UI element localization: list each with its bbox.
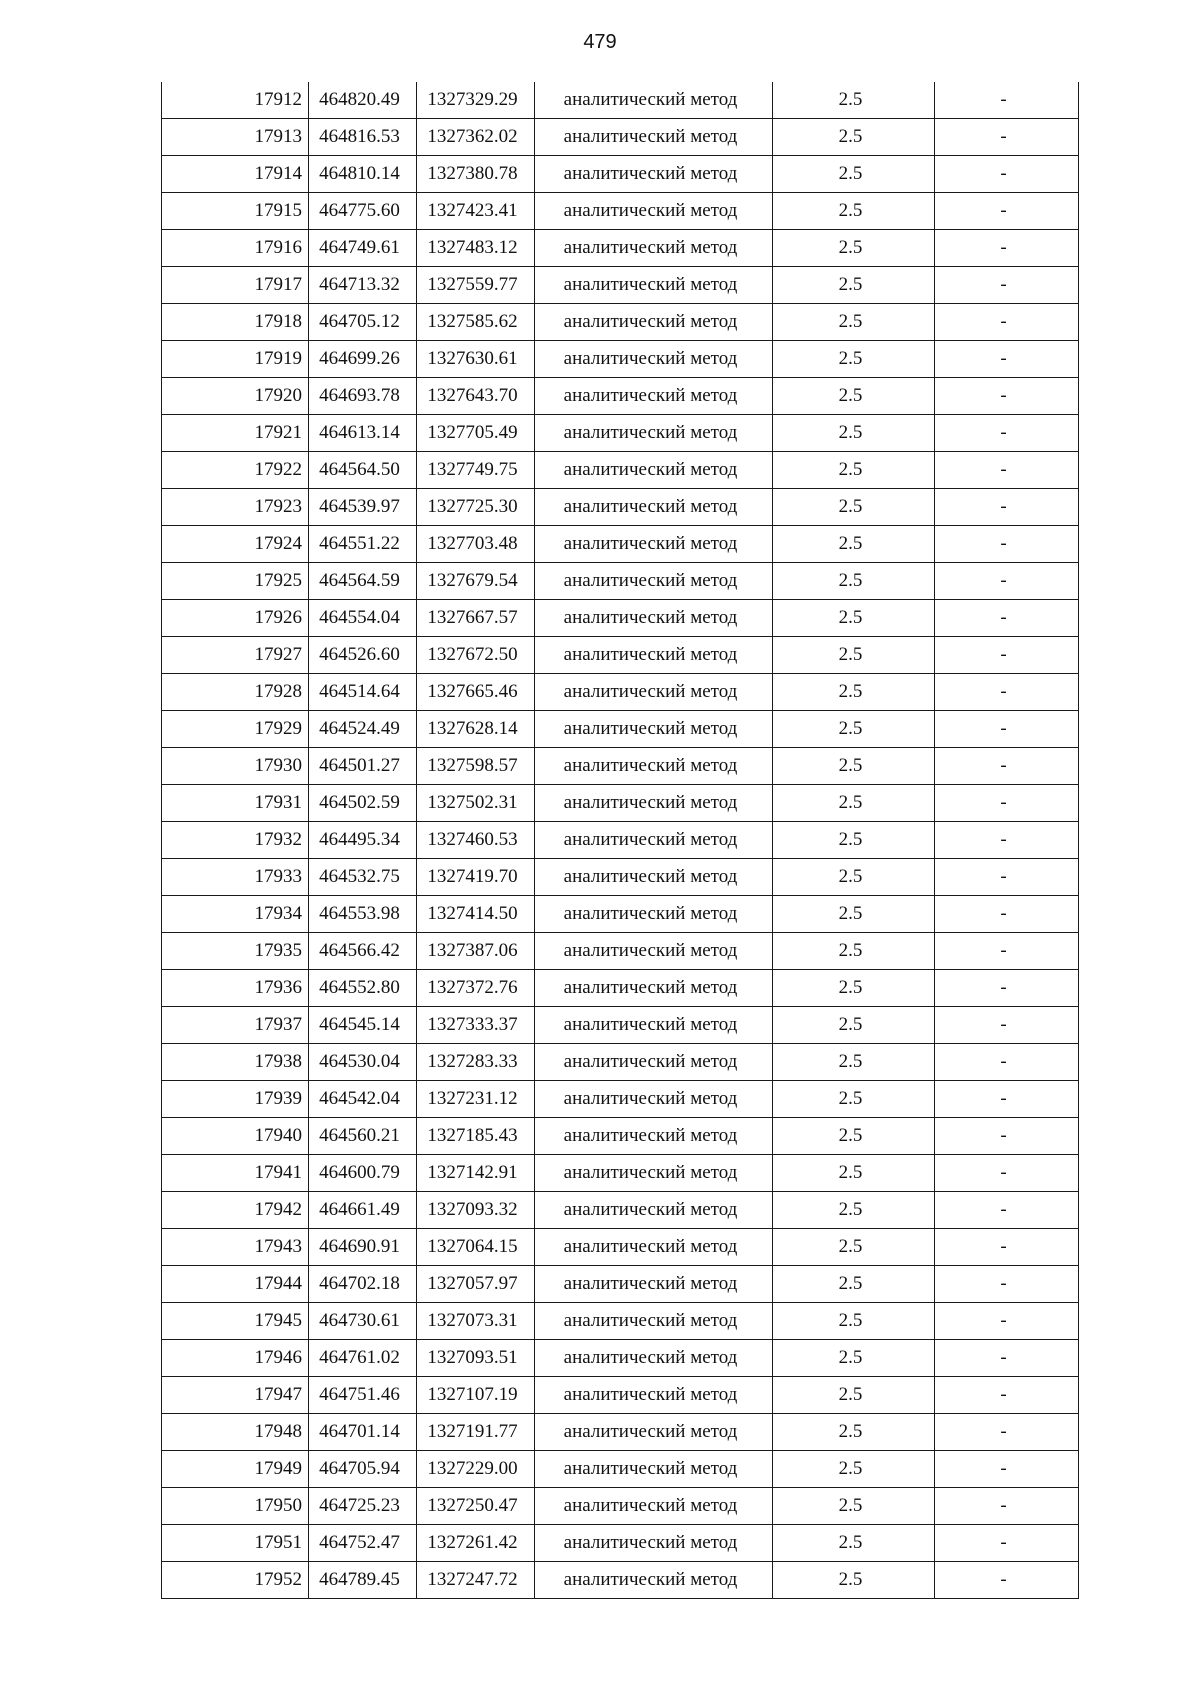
method-cell: аналитический метод: [535, 156, 773, 193]
y-coordinate-cell: 1327387.06: [417, 933, 535, 970]
method-cell: аналитический метод: [535, 415, 773, 452]
method-cell: аналитический метод: [535, 526, 773, 563]
x-coordinate-cell: 464526.60: [309, 637, 417, 674]
x-coordinate-cell: 464539.97: [309, 489, 417, 526]
method-cell: аналитический метод: [535, 82, 773, 119]
y-coordinate-cell: 1327250.47: [417, 1488, 535, 1525]
y-coordinate-cell: 1327423.41: [417, 193, 535, 230]
x-coordinate-cell: 464699.26: [309, 341, 417, 378]
accuracy-cell: 2.5: [773, 1303, 935, 1340]
method-cell: аналитический метод: [535, 1192, 773, 1229]
description-cell: -: [935, 526, 1079, 563]
table-row: [162, 415, 1079, 452]
method-cell: аналитический метод: [535, 119, 773, 156]
x-coordinate-cell: 464501.27: [309, 748, 417, 785]
method-cell: аналитический метод: [535, 230, 773, 267]
x-coordinate-cell: 464545.14: [309, 1007, 417, 1044]
point-number-cell: 17948: [162, 1414, 309, 1451]
accuracy-cell: 2.5: [773, 1414, 935, 1451]
method-cell: аналитический метод: [535, 341, 773, 378]
y-coordinate-cell: 1327380.78: [417, 156, 535, 193]
accuracy-cell: 2.5: [773, 637, 935, 674]
table-row: [162, 1007, 1079, 1044]
x-coordinate-cell: 464810.14: [309, 156, 417, 193]
y-coordinate-cell: 1327093.51: [417, 1340, 535, 1377]
y-coordinate-cell: 1327231.12: [417, 1081, 535, 1118]
x-coordinate-cell: 464752.47: [309, 1525, 417, 1562]
description-cell: -: [935, 119, 1079, 156]
description-cell: -: [935, 267, 1079, 304]
description-cell: -: [935, 489, 1079, 526]
x-coordinate-cell: 464551.22: [309, 526, 417, 563]
accuracy-cell: 2.5: [773, 563, 935, 600]
x-coordinate-cell: 464530.04: [309, 1044, 417, 1081]
y-coordinate-cell: 1327419.70: [417, 859, 535, 896]
x-coordinate-cell: 464693.78: [309, 378, 417, 415]
y-coordinate-cell: 1327665.46: [417, 674, 535, 711]
table-row: [162, 82, 1079, 119]
y-coordinate-cell: 1327057.97: [417, 1266, 535, 1303]
method-cell: аналитический метод: [535, 489, 773, 526]
x-coordinate-cell: 464705.12: [309, 304, 417, 341]
y-coordinate-cell: 1327362.02: [417, 119, 535, 156]
description-cell: -: [935, 1525, 1079, 1562]
y-coordinate-cell: 1327483.12: [417, 230, 535, 267]
description-cell: -: [935, 711, 1079, 748]
point-number-cell: 17917: [162, 267, 309, 304]
accuracy-cell: 2.5: [773, 1525, 935, 1562]
point-number-cell: 17923: [162, 489, 309, 526]
x-coordinate-cell: 464713.32: [309, 267, 417, 304]
accuracy-cell: 2.5: [773, 711, 935, 748]
point-number-cell: 17947: [162, 1377, 309, 1414]
y-coordinate-cell: 1327725.30: [417, 489, 535, 526]
accuracy-cell: 2.5: [773, 674, 935, 711]
x-coordinate-cell: 464661.49: [309, 1192, 417, 1229]
point-number-cell: 17922: [162, 452, 309, 489]
description-cell: -: [935, 1229, 1079, 1266]
table-row: [162, 1044, 1079, 1081]
description-cell: -: [935, 1488, 1079, 1525]
method-cell: аналитический метод: [535, 859, 773, 896]
accuracy-cell: 2.5: [773, 193, 935, 230]
y-coordinate-cell: 1327502.31: [417, 785, 535, 822]
method-cell: аналитический метод: [535, 1340, 773, 1377]
table-row: [162, 489, 1079, 526]
x-coordinate-cell: 464514.64: [309, 674, 417, 711]
y-coordinate-cell: 1327093.32: [417, 1192, 535, 1229]
description-cell: -: [935, 1007, 1079, 1044]
table-row: [162, 896, 1079, 933]
y-coordinate-cell: 1327329.29: [417, 82, 535, 119]
description-cell: -: [935, 1266, 1079, 1303]
table-row: [162, 1266, 1079, 1303]
x-coordinate-cell: 464554.04: [309, 600, 417, 637]
description-cell: -: [935, 1081, 1079, 1118]
y-coordinate-cell: 1327247.72: [417, 1562, 535, 1599]
table-row: [162, 822, 1079, 859]
accuracy-cell: 2.5: [773, 1118, 935, 1155]
accuracy-cell: 2.5: [773, 156, 935, 193]
method-cell: аналитический метод: [535, 1451, 773, 1488]
accuracy-cell: 2.5: [773, 748, 935, 785]
method-cell: аналитический метод: [535, 1414, 773, 1451]
x-coordinate-cell: 464613.14: [309, 415, 417, 452]
point-number-cell: 17914: [162, 156, 309, 193]
method-cell: аналитический метод: [535, 1266, 773, 1303]
description-cell: -: [935, 378, 1079, 415]
table-row: [162, 526, 1079, 563]
table-row: [162, 267, 1079, 304]
x-coordinate-cell: 464502.59: [309, 785, 417, 822]
method-cell: аналитический метод: [535, 637, 773, 674]
method-cell: аналитический метод: [535, 378, 773, 415]
description-cell: -: [935, 600, 1079, 637]
table-row: [162, 193, 1079, 230]
description-cell: -: [935, 1044, 1079, 1081]
point-number-cell: 17941: [162, 1155, 309, 1192]
point-number-cell: 17920: [162, 378, 309, 415]
description-cell: -: [935, 785, 1079, 822]
description-cell: -: [935, 674, 1079, 711]
method-cell: аналитический метод: [535, 267, 773, 304]
method-cell: аналитический метод: [535, 1007, 773, 1044]
accuracy-cell: 2.5: [773, 230, 935, 267]
y-coordinate-cell: 1327460.53: [417, 822, 535, 859]
description-cell: -: [935, 1414, 1079, 1451]
point-number-cell: 17943: [162, 1229, 309, 1266]
y-coordinate-cell: 1327185.43: [417, 1118, 535, 1155]
table-row: [162, 859, 1079, 896]
accuracy-cell: 2.5: [773, 1340, 935, 1377]
x-coordinate-cell: 464775.60: [309, 193, 417, 230]
x-coordinate-cell: 464564.59: [309, 563, 417, 600]
x-coordinate-cell: 464566.42: [309, 933, 417, 970]
y-coordinate-cell: 1327261.42: [417, 1525, 535, 1562]
point-number-cell: 17937: [162, 1007, 309, 1044]
point-number-cell: 17950: [162, 1488, 309, 1525]
point-number-cell: 17933: [162, 859, 309, 896]
accuracy-cell: 2.5: [773, 1488, 935, 1525]
accuracy-cell: 2.5: [773, 82, 935, 119]
method-cell: аналитический метод: [535, 193, 773, 230]
table-row: [162, 600, 1079, 637]
description-cell: -: [935, 1303, 1079, 1340]
point-number-cell: 17940: [162, 1118, 309, 1155]
point-number-cell: 17916: [162, 230, 309, 267]
point-number-cell: 17945: [162, 1303, 309, 1340]
point-number-cell: 17930: [162, 748, 309, 785]
method-cell: аналитический метод: [535, 1303, 773, 1340]
table-row: [162, 674, 1079, 711]
y-coordinate-cell: 1327705.49: [417, 415, 535, 452]
point-number-cell: 17912: [162, 82, 309, 119]
accuracy-cell: 2.5: [773, 1451, 935, 1488]
y-coordinate-cell: 1327679.54: [417, 563, 535, 600]
point-number-cell: 17935: [162, 933, 309, 970]
y-coordinate-cell: 1327283.33: [417, 1044, 535, 1081]
accuracy-cell: 2.5: [773, 1229, 935, 1266]
method-cell: аналитический метод: [535, 1229, 773, 1266]
table-row: [162, 452, 1079, 489]
description-cell: -: [935, 1562, 1079, 1599]
x-coordinate-cell: 464730.61: [309, 1303, 417, 1340]
method-cell: аналитический метод: [535, 1081, 773, 1118]
x-coordinate-cell: 464725.23: [309, 1488, 417, 1525]
x-coordinate-cell: 464820.49: [309, 82, 417, 119]
point-number-cell: 17913: [162, 119, 309, 156]
method-cell: аналитический метод: [535, 970, 773, 1007]
description-cell: -: [935, 1118, 1079, 1155]
point-number-cell: 17951: [162, 1525, 309, 1562]
method-cell: аналитический метод: [535, 674, 773, 711]
method-cell: аналитический метод: [535, 563, 773, 600]
accuracy-cell: 2.5: [773, 600, 935, 637]
table-row: [162, 711, 1079, 748]
point-number-cell: 17929: [162, 711, 309, 748]
y-coordinate-cell: 1327064.15: [417, 1229, 535, 1266]
y-coordinate-cell: 1327667.57: [417, 600, 535, 637]
description-cell: -: [935, 933, 1079, 970]
accuracy-cell: 2.5: [773, 822, 935, 859]
table-row: [162, 1451, 1079, 1488]
coordinates-table: [161, 82, 1079, 1599]
table-row: [162, 230, 1079, 267]
y-coordinate-cell: 1327073.31: [417, 1303, 535, 1340]
y-coordinate-cell: 1327142.91: [417, 1155, 535, 1192]
method-cell: аналитический метод: [535, 822, 773, 859]
y-coordinate-cell: 1327333.37: [417, 1007, 535, 1044]
point-number-cell: 17924: [162, 526, 309, 563]
method-cell: аналитический метод: [535, 1155, 773, 1192]
x-coordinate-cell: 464789.45: [309, 1562, 417, 1599]
point-number-cell: 17939: [162, 1081, 309, 1118]
point-number-cell: 17925: [162, 563, 309, 600]
point-number-cell: 17928: [162, 674, 309, 711]
accuracy-cell: 2.5: [773, 489, 935, 526]
method-cell: аналитический метод: [535, 933, 773, 970]
method-cell: аналитический метод: [535, 1562, 773, 1599]
table-row: [162, 1525, 1079, 1562]
accuracy-cell: 2.5: [773, 1266, 935, 1303]
description-cell: -: [935, 230, 1079, 267]
method-cell: аналитический метод: [535, 1525, 773, 1562]
table-row: [162, 1229, 1079, 1266]
description-cell: -: [935, 1155, 1079, 1192]
y-coordinate-cell: 1327229.00: [417, 1451, 535, 1488]
y-coordinate-cell: 1327703.48: [417, 526, 535, 563]
y-coordinate-cell: 1327643.70: [417, 378, 535, 415]
x-coordinate-cell: 464552.80: [309, 970, 417, 1007]
x-coordinate-cell: 464524.49: [309, 711, 417, 748]
table-row: [162, 933, 1079, 970]
method-cell: аналитический метод: [535, 1044, 773, 1081]
x-coordinate-cell: 464564.50: [309, 452, 417, 489]
x-coordinate-cell: 464690.91: [309, 1229, 417, 1266]
point-number-cell: 17944: [162, 1266, 309, 1303]
table-row: [162, 1303, 1079, 1340]
table-row: [162, 748, 1079, 785]
table-row: [162, 1081, 1079, 1118]
point-number-cell: 17931: [162, 785, 309, 822]
method-cell: аналитический метод: [535, 1488, 773, 1525]
y-coordinate-cell: 1327630.61: [417, 341, 535, 378]
description-cell: -: [935, 896, 1079, 933]
point-number-cell: 17921: [162, 415, 309, 452]
description-cell: -: [935, 1451, 1079, 1488]
table-row: [162, 341, 1079, 378]
x-coordinate-cell: 464600.79: [309, 1155, 417, 1192]
x-coordinate-cell: 464701.14: [309, 1414, 417, 1451]
accuracy-cell: 2.5: [773, 341, 935, 378]
description-cell: -: [935, 341, 1079, 378]
x-coordinate-cell: 464495.34: [309, 822, 417, 859]
accuracy-cell: 2.5: [773, 1155, 935, 1192]
y-coordinate-cell: 1327414.50: [417, 896, 535, 933]
accuracy-cell: 2.5: [773, 119, 935, 156]
y-coordinate-cell: 1327598.57: [417, 748, 535, 785]
accuracy-cell: 2.5: [773, 859, 935, 896]
x-coordinate-cell: 464749.61: [309, 230, 417, 267]
accuracy-cell: 2.5: [773, 526, 935, 563]
y-coordinate-cell: 1327585.62: [417, 304, 535, 341]
accuracy-cell: 2.5: [773, 267, 935, 304]
x-coordinate-cell: 464560.21: [309, 1118, 417, 1155]
accuracy-cell: 2.5: [773, 1081, 935, 1118]
table-row: [162, 1562, 1079, 1599]
table-row: [162, 637, 1079, 674]
method-cell: аналитический метод: [535, 600, 773, 637]
point-number-cell: 17927: [162, 637, 309, 674]
accuracy-cell: 2.5: [773, 970, 935, 1007]
accuracy-cell: 2.5: [773, 1192, 935, 1229]
coordinates-table-body: [162, 82, 1079, 1599]
accuracy-cell: 2.5: [773, 1377, 935, 1414]
description-cell: -: [935, 563, 1079, 600]
accuracy-cell: 2.5: [773, 452, 935, 489]
accuracy-cell: 2.5: [773, 1562, 935, 1599]
x-coordinate-cell: 464553.98: [309, 896, 417, 933]
method-cell: аналитический метод: [535, 785, 773, 822]
accuracy-cell: 2.5: [773, 378, 935, 415]
y-coordinate-cell: 1327749.75: [417, 452, 535, 489]
y-coordinate-cell: 1327672.50: [417, 637, 535, 674]
x-coordinate-cell: 464702.18: [309, 1266, 417, 1303]
method-cell: аналитический метод: [535, 452, 773, 489]
accuracy-cell: 2.5: [773, 933, 935, 970]
x-coordinate-cell: 464751.46: [309, 1377, 417, 1414]
method-cell: аналитический метод: [535, 748, 773, 785]
table-row: [162, 1414, 1079, 1451]
table-row: [162, 1377, 1079, 1414]
accuracy-cell: 2.5: [773, 896, 935, 933]
point-number-cell: 17952: [162, 1562, 309, 1599]
x-coordinate-cell: 464542.04: [309, 1081, 417, 1118]
x-coordinate-cell: 464532.75: [309, 859, 417, 896]
method-cell: аналитический метод: [535, 896, 773, 933]
page-number: 479: [583, 31, 617, 53]
method-cell: аналитический метод: [535, 304, 773, 341]
method-cell: аналитический метод: [535, 711, 773, 748]
point-number-cell: 17949: [162, 1451, 309, 1488]
table-row: [162, 785, 1079, 822]
description-cell: -: [935, 859, 1079, 896]
table-row: [162, 378, 1079, 415]
description-cell: -: [935, 637, 1079, 674]
x-coordinate-cell: 464705.94: [309, 1451, 417, 1488]
accuracy-cell: 2.5: [773, 304, 935, 341]
description-cell: -: [935, 156, 1079, 193]
point-number-cell: 17932: [162, 822, 309, 859]
description-cell: -: [935, 1377, 1079, 1414]
description-cell: -: [935, 452, 1079, 489]
accuracy-cell: 2.5: [773, 415, 935, 452]
accuracy-cell: 2.5: [773, 1007, 935, 1044]
description-cell: -: [935, 1192, 1079, 1229]
table-row: [162, 970, 1079, 1007]
point-number-cell: 17936: [162, 970, 309, 1007]
point-number-cell: 17926: [162, 600, 309, 637]
y-coordinate-cell: 1327559.77: [417, 267, 535, 304]
table-row: [162, 1118, 1079, 1155]
x-coordinate-cell: 464816.53: [309, 119, 417, 156]
table-row: [162, 304, 1079, 341]
point-number-cell: 17915: [162, 193, 309, 230]
description-cell: -: [935, 822, 1079, 859]
y-coordinate-cell: 1327107.19: [417, 1377, 535, 1414]
description-cell: -: [935, 970, 1079, 1007]
x-coordinate-cell: 464761.02: [309, 1340, 417, 1377]
table-row: [162, 1192, 1079, 1229]
table-row: [162, 156, 1079, 193]
point-number-cell: 17942: [162, 1192, 309, 1229]
table-row: [162, 1155, 1079, 1192]
method-cell: аналитический метод: [535, 1377, 773, 1414]
point-number-cell: 17946: [162, 1340, 309, 1377]
description-cell: -: [935, 82, 1079, 119]
point-number-cell: 17938: [162, 1044, 309, 1081]
accuracy-cell: 2.5: [773, 1044, 935, 1081]
point-number-cell: 17934: [162, 896, 309, 933]
table-row: [162, 1488, 1079, 1525]
point-number-cell: 17919: [162, 341, 309, 378]
y-coordinate-cell: 1327372.76: [417, 970, 535, 1007]
description-cell: -: [935, 304, 1079, 341]
y-coordinate-cell: 1327191.77: [417, 1414, 535, 1451]
y-coordinate-cell: 1327628.14: [417, 711, 535, 748]
accuracy-cell: 2.5: [773, 785, 935, 822]
table-row: [162, 1340, 1079, 1377]
point-number-cell: 17918: [162, 304, 309, 341]
description-cell: -: [935, 1340, 1079, 1377]
table-row: [162, 563, 1079, 600]
table-row: [162, 119, 1079, 156]
description-cell: -: [935, 193, 1079, 230]
method-cell: аналитический метод: [535, 1118, 773, 1155]
description-cell: -: [935, 415, 1079, 452]
description-cell: -: [935, 748, 1079, 785]
